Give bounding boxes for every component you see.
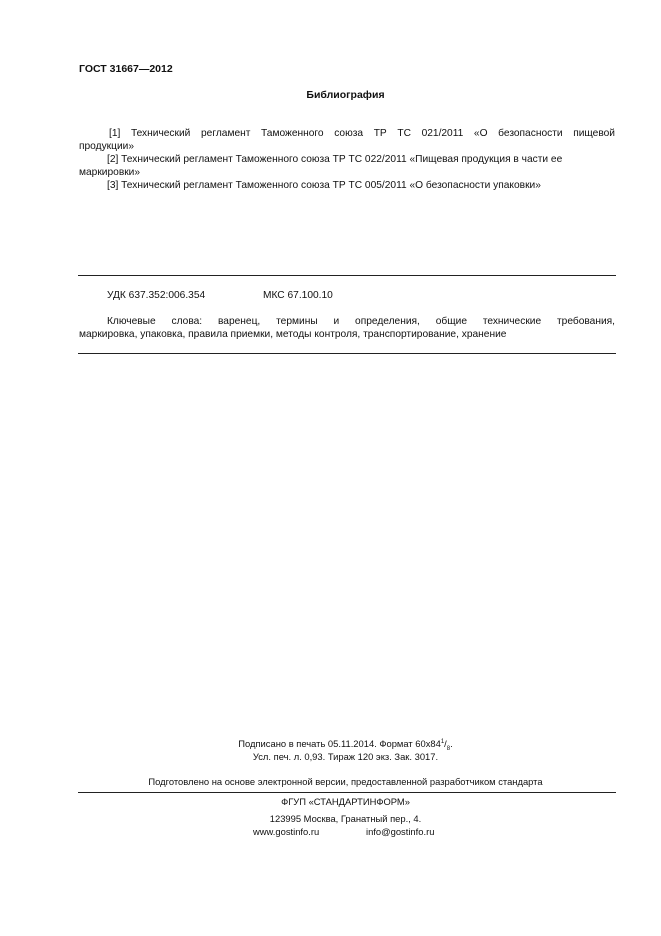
website-link[interactable]: www.gostinfo.ru — [253, 826, 320, 837]
bibliography-entry-line: [1] Технический регламент Таможенного союза ТР ТС 021/2011 «О безопасности пищевой — [109, 128, 615, 139]
bibliography-entry-line: маркировки» — [79, 167, 141, 178]
bibliography-entry — [79, 179, 615, 192]
bibliography-title: Библиография — [306, 89, 385, 101]
divider — [78, 353, 616, 354]
prepared-note: Подготовлено на основе электронной версии, предоставленной разработчиком стандарта — [148, 776, 543, 787]
email-link[interactable]: info@gostinfo.ru — [366, 826, 435, 837]
print-details: Усл. печ. л. 0,93. Тираж 120 экз. Зак. 3017. — [252, 751, 439, 762]
publisher: ФГУП «СТАНДАРТИНФОРМ» — [281, 796, 410, 807]
format-numerator: 1 — [440, 739, 445, 745]
bibliography-entry — [79, 127, 615, 153]
bibliography-entry-line: продукции» — [79, 141, 135, 152]
keywords-line: маркировка, упаковка, правила приемки, методы контроля, транспортирование, хранение — [79, 329, 507, 340]
address: 123995 Москва, Гранатный пер., 4. — [269, 813, 422, 824]
bibliography-entry-line: [3] Технический регламент Таможенного союза ТР ТС 005/2011 «О безопасности упаковки» — [107, 180, 541, 191]
bibliography-entry-line: [2] Технический регламент Таможенного союза ТР ТС 022/2011 «Пищевая продукция в части ее — [107, 154, 563, 165]
format-denominator: 8 — [446, 746, 451, 752]
keywords — [79, 315, 615, 341]
keywords-line: Ключевые слова: варенец, термины и определения, общие технические требования, — [107, 316, 615, 327]
divider — [78, 275, 616, 276]
mks-code: МКС 67.100.10 — [263, 290, 333, 301]
signed-line: Подписано в печать 05.11.2014. Формат $60x84^1/_8$. — [238, 738, 453, 752]
standard-number: ГОСТ 31667—2012 — [79, 63, 173, 75]
signed-text: Подписано в печать 05.11.2014. Формат 60x84 — [238, 738, 441, 750]
divider — [78, 792, 616, 793]
udk-code: УДК 637.352:006.354 — [107, 290, 206, 301]
bibliography-entry — [79, 153, 615, 179]
